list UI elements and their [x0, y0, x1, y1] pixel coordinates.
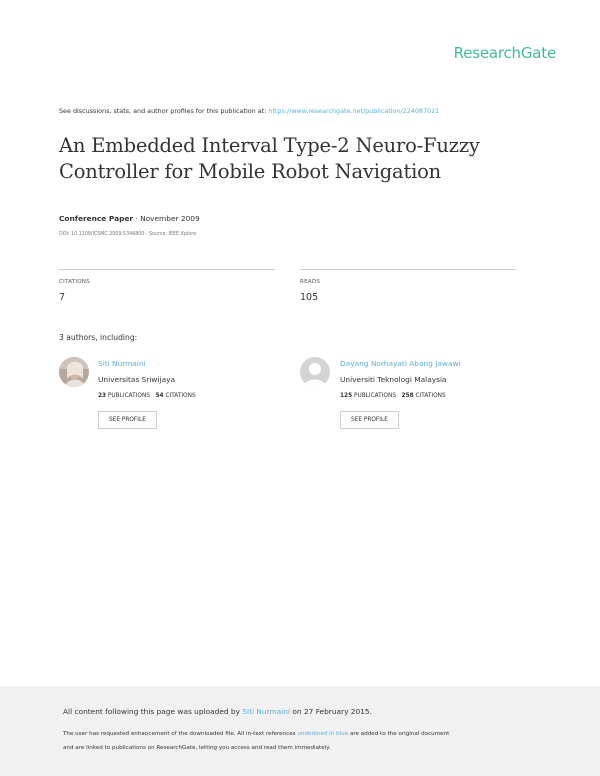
paper-title	[59, 133, 539, 185]
researchgate-logo[interactable]: ResearchGate	[453, 44, 556, 62]
discussion-text: See discussions, stats, and author profiles for this publication at:	[59, 107, 267, 115]
footer-note-prefix: The user has requested enhancement of the downloaded file. All in-text references	[63, 731, 296, 737]
author-1-citations-count: 54	[155, 393, 164, 399]
author-2-avatar[interactable]	[300, 357, 330, 387]
author-2-stats	[340, 393, 446, 399]
reads-label: READS	[300, 279, 321, 285]
author-1-publications-count: 23	[98, 393, 107, 399]
footer-upload-line	[63, 707, 372, 716]
footer-uploader-link[interactable]: Siti Nurmaini	[242, 707, 291, 716]
author-2-name[interactable]: Dayang Norhayati Abang Jawawi	[340, 359, 461, 368]
discussion-line	[59, 107, 439, 115]
author-1-name[interactable]: Siti Nurmaini	[98, 359, 146, 368]
author-1-publications-label: PUBLICATIONS	[107, 393, 150, 399]
citations-label: CITATIONS	[59, 279, 90, 285]
citations-value: 7	[59, 292, 66, 303]
doi-line: DOI: 10.1109/ICSMC.2009.5346800 · Source: IEEE Xplore	[59, 232, 197, 237]
author-1-avatar[interactable]	[59, 357, 89, 387]
footer-underlined-blue-link[interactable]: underlined in blue	[297, 731, 349, 737]
author-2-institution: Universiti Teknologi Malaysia	[340, 375, 447, 384]
author-photo-icon	[59, 357, 89, 387]
author-1-stats	[98, 393, 196, 399]
author-2-citations-count: 258	[401, 393, 414, 399]
default-avatar-icon	[300, 357, 330, 387]
footer-note-line-1	[63, 731, 449, 737]
reads-divider	[300, 269, 516, 270]
authors-heading: 3 authors, including:	[59, 333, 138, 342]
author-1-citations-label: CITATIONS	[165, 393, 196, 399]
citations-divider	[59, 269, 275, 270]
paper-title-line-2: Controller for Mobile Robot Navigation	[59, 160, 442, 183]
paper-meta	[59, 214, 200, 223]
footer-upload-suffix: on 27 February 2015.	[292, 707, 372, 716]
footer-upload-prefix: All content following this page was uploaded by	[63, 707, 240, 716]
publication-url-link[interactable]: https://www.researchgate.net/publication/224087021	[268, 107, 440, 115]
author-1-institution: Universitas Sriwijaya	[98, 375, 176, 384]
paper-title-line-1: An Embedded Interval Type-2 Neuro-Fuzzy	[59, 134, 480, 157]
author-2-publications-count: 125	[340, 393, 353, 399]
paper-type: Conference Paper	[59, 214, 134, 223]
paper-date: · November 2009	[135, 214, 200, 223]
reads-value: 105	[300, 292, 319, 303]
author-2-see-profile-button[interactable]: SEE PROFILE	[340, 411, 399, 429]
author-2-publications-label: PUBLICATIONS	[353, 393, 397, 399]
author-2-citations-label: CITATIONS	[415, 393, 446, 399]
author-1-see-profile-button[interactable]: SEE PROFILE	[98, 411, 157, 429]
footer-note-suffix: are added to the original document	[349, 731, 450, 737]
footer-note-line-2: and are linked to publications on ResearchGate, letting you access and read them immediately.	[63, 745, 331, 751]
